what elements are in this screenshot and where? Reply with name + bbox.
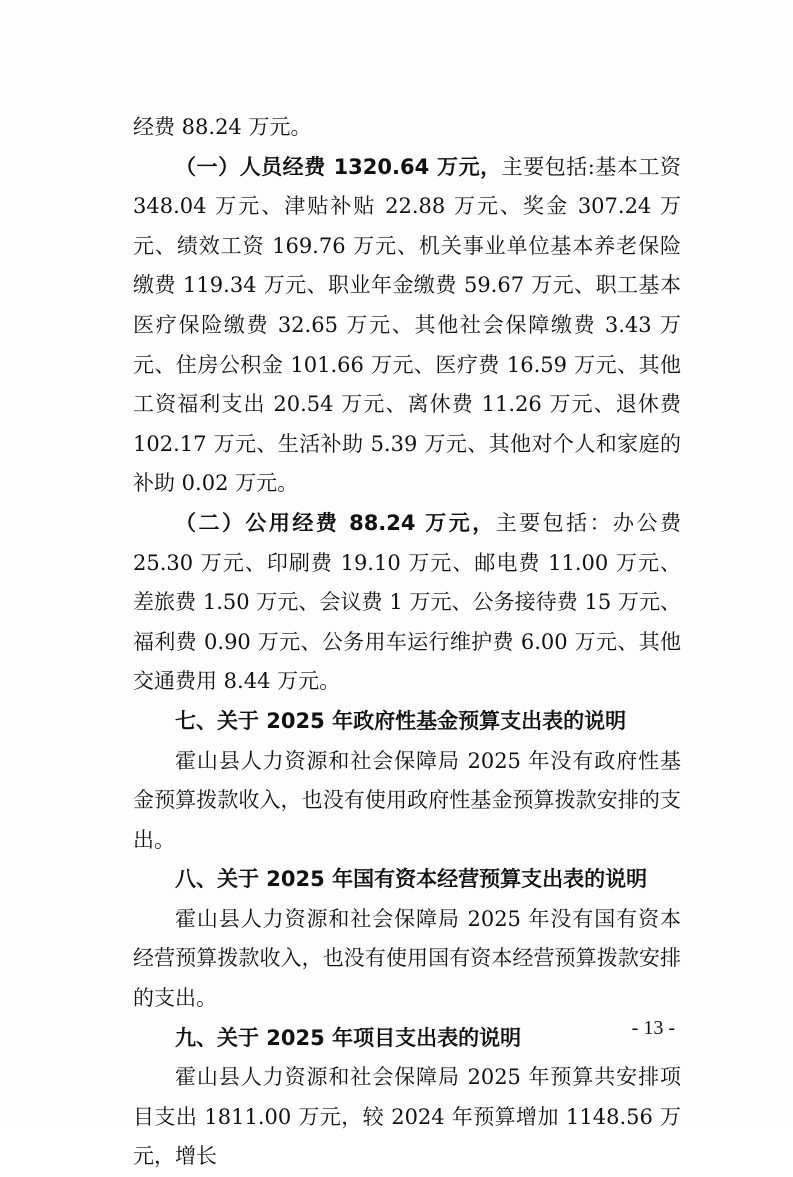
paragraph-state-capital: 霍山县人力资源和社会保障局 2025 年没有国有资本经营预算拨款收入，也没有使用国有资本经营预算拨款安排的支出。 (133, 906, 681, 1011)
section-heading-9: 九、关于 2025 年项目支出表的说明 (175, 1025, 522, 1050)
document-body (133, 108, 681, 1177)
page-number: - 13 - (631, 1017, 675, 1039)
public-expenses-lead: （二）公用经费 88.24 万元， (175, 510, 496, 535)
personnel-expenses-lead: （一）人员经费 1320.64 万元， (175, 154, 502, 179)
personnel-expenses-detail: 主要包括:基本工资 348.04 万元、津贴补贴 22.88 万元、奖金 307.24 万元、绩效工资 169.76 万元、机关事业单位基本养老保险缴费 119.34 万元、职业年金缴费 59.67 万元、职工基本医疗保险缴费 32.65 万元、其他社会保障缴费 3.43 万元、住房公积金 101.66 万元、医疗费 16.59 万元、其他工资福利支出 20.54 万元、离休费 11.26 万元、退休费 102.17 万元、生活补助 5.39 万元、其他对个人和家庭的补助 0.02 万元。 (133, 154, 681, 496)
public-expenses-detail: 主要包括：办公费 25.30 万元、印刷费 19.10 万元、邮电费 11.00 万元、差旅费 1.50 万元、会议费 1 万元、公务接待费 15 万元、福利费 0.90 万元、公务用车运行维护费 6.00 万元、其他交通费用 8.44 万元。 (133, 510, 682, 694)
section-heading-7: 七、关于 2025 年政府性基金预算支出表的说明 (175, 708, 627, 733)
paragraph-personnel-expenses (133, 148, 681, 504)
section-heading-8: 八、关于 2025 年国有资本经营预算支出表的说明 (175, 867, 648, 892)
paragraph-project-expenditure: 霍山县人力资源和社会保障局 2025 年预算共安排项目支出 1811.00 万元，较 2024 年预算增加 1148.56 万元，增长 (133, 1065, 681, 1169)
paragraph-continuation: 经费 88.24 万元。 (133, 115, 312, 139)
paragraph-government-fund: 霍山县人力资源和社会保障局 2025 年没有政府性基金预算拨款收入，也没有使用政府性基金预算拨款安排的支出。 (133, 748, 681, 852)
paragraph-public-expenses (133, 504, 681, 702)
